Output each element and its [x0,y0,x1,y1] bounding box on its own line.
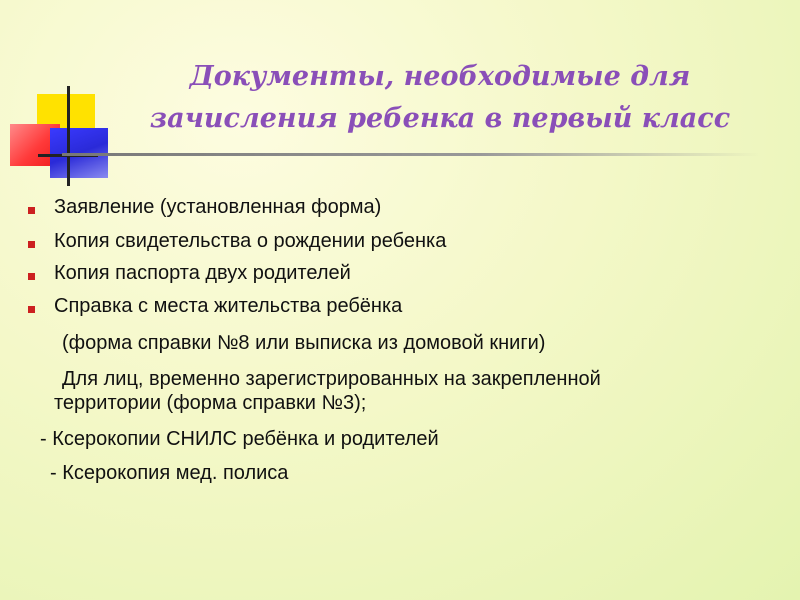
note-form-text: (форма справки №8 или выписка из домовой книги) [62,332,546,354]
list-item: Копия паспорта двух родителей [54,262,351,284]
page-title [100,56,780,140]
note-temp-line-1: Для лиц, временно зарегистрированных на закрепленной [62,368,601,390]
list-item: Справка с места жительства ребёнка [54,295,403,317]
title-line-2: зачисления ребенка в первый класс [149,103,731,134]
bullet-icon [28,306,35,313]
dash-list-item: - Ксерокопии СНИЛС ребёнка и родителей [40,428,439,450]
dash-list-item: - Ксерокопия мед. полиса [50,462,289,484]
title-divider [62,153,760,156]
bullet-icon [28,241,35,248]
bullet-icon [28,273,35,280]
title-line-1: Документы, необходимые для [189,61,691,92]
decor-vertical-line [67,86,70,186]
list-item: Копия свидетельства о рождении ребенка [54,230,447,252]
note-temp-line-2: территории (форма справки №3); [54,392,367,414]
list-item: Заявление (установленная форма) [54,196,382,218]
bullet-icon [28,207,35,214]
